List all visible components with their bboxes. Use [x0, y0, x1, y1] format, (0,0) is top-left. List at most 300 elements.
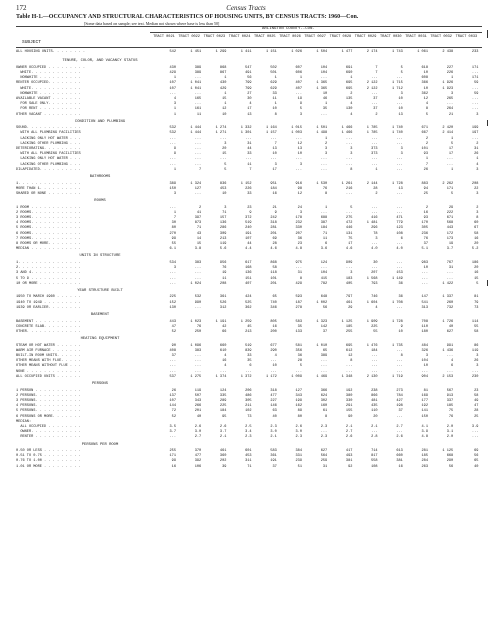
table-row — [16, 113, 484, 118]
table-cell: 383 — [194, 260, 202, 265]
row-label: 1940 TO 1949 . . . . . . . . . — [16, 300, 81, 305]
table-cell: 124 — [320, 260, 328, 265]
table-cell: 429 — [295, 281, 302, 286]
table-cell: 40 — [272, 414, 277, 419]
table-cell: 568 — [446, 221, 454, 226]
row-label: AVAILABLE VACANT . . . . . . . — [16, 96, 81, 101]
table-cell: ... — [320, 210, 328, 215]
table-cell: 1 259 — [240, 319, 252, 324]
table-cell: ... — [371, 136, 378, 141]
table-cell: 3 — [350, 152, 353, 157]
table-cell: 169 — [421, 393, 428, 398]
table-cell: ... — [194, 276, 202, 281]
table-cell: 59 — [474, 91, 479, 96]
table-cell: 101 — [421, 147, 428, 151]
table-cell: 1 — [173, 76, 176, 81]
header-rule-top — [16, 26, 482, 27]
table-cell: 286 — [219, 226, 227, 231]
table-cell: 695 — [345, 343, 353, 348]
table-cell: 191 — [245, 231, 252, 236]
table-cell: 20 — [474, 266, 479, 271]
table-cell: ... — [320, 112, 328, 117]
table-cell: 1 444 — [190, 131, 202, 136]
table-cell: 173 — [446, 236, 454, 241]
table-cell: 607 — [295, 65, 302, 70]
table-cell: 2 — [375, 112, 378, 117]
row-label: OTHER. . . . . . . . . . . . . — [16, 329, 81, 334]
table-cell: 13 — [398, 186, 403, 191]
row-label: 4 PERSONS. . . . . . . . . . . — [16, 404, 81, 409]
row-label: FOR SALE ONLY. . . . . . . . — [16, 102, 81, 107]
table-cell: 2.6 — [345, 435, 353, 440]
tract-heading: TRACT 0030 — [380, 35, 402, 39]
table-cell: 1 332 — [240, 126, 252, 131]
row-label: 1950 TO MARCH 1960 . . . . . . — [16, 295, 81, 300]
table-cell: 3 — [224, 205, 227, 210]
table-cell: 25 — [474, 414, 479, 419]
table-cell: 136 — [245, 271, 252, 276]
table-cell: 356 — [295, 348, 302, 353]
table-cell: 629 — [270, 81, 277, 86]
table-cell: ... — [194, 152, 202, 157]
row-label: NONWHITE . . . . . . . . . . — [16, 76, 81, 81]
table-cell: 2.3 — [320, 424, 328, 429]
table-cell: 242 — [270, 216, 277, 220]
table-cell: 31 — [448, 266, 454, 271]
table-cell: 55 — [171, 242, 176, 246]
table-cell: 617 — [245, 260, 252, 265]
table-cell: 266 — [194, 404, 202, 409]
table-cell: 387 — [320, 221, 328, 226]
table-cell: 3 — [375, 236, 378, 241]
row-label: 5 ROOMS. . . . . . . . . . . . — [16, 226, 81, 231]
table-cell: 4 — [476, 162, 479, 167]
table-cell: ... — [320, 364, 328, 369]
table-cell: ... — [345, 162, 353, 167]
table-cell: 8 — [274, 112, 277, 117]
table-cell: 39 — [222, 464, 227, 469]
row-label: 7 ROOMS. . . . . . . . . . . . — [16, 236, 81, 241]
table-cell: 1 010 — [316, 343, 328, 348]
section-heading: ROOMS — [94, 199, 106, 204]
table-cell: 44 — [247, 147, 252, 151]
table-cell: 93 — [423, 152, 428, 157]
table-cell: 648 — [320, 295, 328, 300]
table-cell: 392 — [194, 459, 202, 464]
table-cell: 92 — [348, 464, 353, 469]
tract-heading: TRACT 0022 — [178, 35, 200, 39]
table-cell: 238 — [371, 388, 378, 393]
table-cell: ... — [371, 369, 378, 374]
table-cell: 207 — [371, 271, 378, 276]
table-cell: 71 — [196, 226, 202, 231]
table-cell: 1 — [325, 102, 328, 107]
table-cell: 2.3 — [320, 435, 328, 440]
row-label: NONE . . . . . . . . . . . . . — [16, 369, 81, 374]
table-cell: 491 — [245, 70, 252, 75]
row-label: WHITE. . . . . . . . . . . . — [16, 70, 81, 75]
table-cell: 71 — [222, 210, 227, 215]
table-cell: 5 — [476, 281, 479, 286]
table-cell: 5 — [400, 70, 403, 75]
table-cell: 668 — [446, 454, 454, 459]
table-cell: 1 476 — [366, 343, 378, 348]
table-cell: 435 — [371, 404, 378, 409]
table-cell: 37 — [423, 242, 428, 246]
table-cell: 372 — [245, 216, 252, 220]
running-head: Census Tracts — [226, 4, 266, 12]
table-cell: ... — [371, 266, 378, 271]
table-cell: 1 735 — [392, 343, 403, 348]
table-cell: 1 — [274, 102, 277, 107]
table-cell: 185 — [345, 324, 353, 329]
table-cell: 146 — [270, 404, 277, 409]
table-cell: 12 — [348, 354, 353, 358]
table-cell: 281 — [270, 226, 277, 231]
table-cell: 2.3 — [270, 424, 277, 429]
table-cell: 408 — [169, 348, 176, 353]
table-cell: 107 — [169, 81, 176, 86]
table-cell: 104 — [320, 70, 328, 75]
table-cell: ... — [169, 205, 176, 210]
table-cell: 3 — [425, 354, 428, 358]
table-cell: 1 743 — [392, 50, 403, 54]
row-label: RENTER OCCUPIED. . . . . . . . — [16, 81, 81, 86]
table-cell: 180 — [421, 329, 428, 334]
table-cell: 389 — [194, 70, 202, 75]
header-rule-bottom — [16, 47, 482, 48]
table-cell: 58 — [474, 393, 479, 398]
table-cell: 502 — [270, 65, 277, 70]
table-cell: 107 — [169, 86, 176, 91]
table-cell: 477 — [270, 393, 277, 398]
table-cell: 171 — [471, 76, 479, 81]
table-cell: 817 — [371, 454, 378, 459]
table-cell: 1 024 — [190, 281, 202, 286]
table-cell: 381 — [396, 459, 403, 464]
table-cell: 206 — [245, 388, 252, 393]
table-cell: 313 — [421, 305, 428, 310]
section-heading: TENURE, COLOR, AND VACANCY STATUS — [62, 59, 138, 64]
table-cell: 1 785 — [366, 126, 378, 131]
table-cell: 405 — [345, 281, 353, 286]
table-cell: ... — [371, 359, 378, 364]
table-cell: 58 — [474, 329, 479, 334]
table-cell: 37 — [322, 329, 328, 334]
table-row — [16, 50, 484, 55]
table-cell: 110 — [371, 409, 378, 414]
table-cell: 10 — [272, 107, 277, 112]
table-cell: 40 — [448, 324, 454, 329]
table-cell: 381 — [345, 459, 353, 464]
table-cell: 2.7 — [345, 430, 353, 435]
table-cell: 4.8 — [295, 247, 302, 252]
table-cell: 56 — [247, 76, 252, 81]
table-cell: 389 — [320, 354, 328, 358]
table-cell: 873 — [194, 221, 202, 226]
table-cell: 153 — [396, 271, 403, 276]
table-cell: 28 — [297, 359, 302, 364]
table-cell: 21 — [272, 205, 277, 210]
table-cell: 2 414 — [442, 131, 454, 136]
table-row — [16, 247, 484, 252]
table-cell: 151 — [245, 276, 252, 281]
table-cell: 211 — [245, 404, 252, 409]
table-cell: 4 — [173, 96, 176, 101]
table-cell: 233 — [471, 50, 479, 54]
table-cell: 171 — [446, 186, 454, 191]
table-cell: ... — [270, 157, 277, 162]
table-cell: 883 — [421, 181, 428, 186]
table-cell: 2.0 — [446, 435, 454, 440]
table-cell: 1 172 — [266, 374, 277, 379]
table-cell: 472 — [345, 221, 353, 226]
table-cell: 330 — [295, 226, 302, 231]
table-cell: 2 — [375, 191, 378, 196]
table-cell: 55 — [474, 324, 479, 329]
table-cell: 3.5 — [169, 424, 176, 429]
table-cell: 8 — [350, 167, 353, 172]
table-cell: ... — [320, 430, 328, 435]
table-cell: 2 — [476, 205, 479, 210]
table-cell: 1 — [425, 157, 428, 162]
table-cell: 3 — [299, 162, 302, 167]
table-cell: ... — [320, 359, 328, 364]
table-cell: 33 — [247, 354, 252, 358]
table-cell: 732 — [446, 305, 454, 310]
table-cell: 19 — [448, 242, 454, 246]
table-cell: 624 — [320, 393, 328, 398]
table-cell: 76 — [196, 324, 202, 329]
table-cell: 4 — [350, 112, 353, 117]
table-cell: 106 — [194, 464, 202, 469]
table-cell: 2 174 — [366, 50, 378, 54]
table-cell: 123 — [396, 226, 403, 231]
table-cell: 362 — [245, 305, 252, 310]
table-cell: 714 — [371, 449, 378, 453]
table-cell: 30 — [373, 260, 378, 265]
table-cell: 10 — [423, 86, 428, 91]
table-cell: 94 — [423, 186, 428, 191]
table-cell: 86 — [474, 343, 479, 348]
table-cell: 383 — [194, 348, 202, 353]
table-cell: 232 — [295, 221, 302, 226]
table-cell: 2 420 — [442, 126, 454, 131]
row-label: MEDIAN: — [16, 419, 32, 424]
table-cell: 160 — [320, 404, 328, 409]
table-cell: 178 — [295, 216, 302, 220]
table-cell: 41 — [196, 210, 202, 215]
row-label: 8 ROOMS OR MORE. . . . . . . . — [16, 242, 81, 246]
table-cell: 805 — [270, 319, 277, 324]
row-label: WITH ALL PLUMBING FACILITIES — [16, 152, 81, 157]
table-cell: ... — [446, 354, 454, 358]
table-cell: 4 — [375, 305, 378, 310]
table-cell: ... — [371, 210, 378, 215]
table-cell: 23 — [474, 388, 479, 393]
margin-mark — [487, 120, 489, 126]
table-cell: 135 — [345, 96, 353, 101]
table-cell: 36 — [297, 354, 302, 358]
table-cell: 330 — [345, 398, 353, 403]
table-cell: 172 — [446, 231, 454, 236]
table-cell: 909 — [345, 260, 353, 265]
table-cell: ... — [371, 205, 378, 210]
table-cell: 481 — [371, 398, 378, 403]
table-cell: 255 — [345, 329, 353, 334]
table-cell: 10 — [398, 329, 403, 334]
table-cell: 868 — [219, 65, 227, 70]
table-cell: ... — [169, 136, 176, 141]
table-cell: 660 — [396, 454, 403, 459]
table-cell: 35 — [297, 324, 302, 329]
table-cell: 60 — [474, 221, 479, 226]
table-cell: 547 — [245, 65, 252, 70]
table-cell: 95 — [222, 414, 227, 419]
table-cell: 296 — [371, 226, 378, 231]
row-label: STEAM OR HOT WATER . . . . . . — [16, 343, 81, 348]
table-cell: 192 — [345, 388, 353, 393]
table-cell: 366 — [421, 81, 428, 86]
table-cell: 627 — [320, 449, 328, 453]
table-cell: 2.1 — [345, 424, 353, 429]
table-row — [16, 330, 484, 335]
table-cell: 5 — [224, 167, 227, 172]
table-cell: 110 — [421, 324, 428, 329]
section-heading: BASEMENT — [90, 313, 110, 317]
row-label: 1939 OR EARLIER. . . . . . . . — [16, 305, 81, 310]
table-cell: 13 — [297, 147, 302, 151]
table-cell: 9 — [274, 210, 277, 215]
table-cell: 98 — [297, 186, 302, 191]
table-cell: 11 — [322, 236, 328, 241]
table-cell: 8 — [299, 276, 302, 281]
table-cell: 484 — [421, 343, 428, 348]
table-cell: 81 — [474, 295, 479, 300]
table-cell: ... — [320, 266, 328, 271]
table-cell: 3 — [299, 112, 302, 117]
table-cell: 3.0 — [295, 430, 302, 435]
table-cell: 8 — [400, 354, 403, 358]
table-cell: 273 — [396, 388, 403, 393]
row-label: LACKING ONLY HOT WATER . . . — [16, 157, 81, 162]
row-label: LACKING OTHER PLUMBING . . . — [16, 141, 81, 146]
table-cell: ... — [194, 359, 202, 364]
tract-heading: TRACT 0028 — [329, 35, 352, 39]
table-cell: 30 — [247, 96, 252, 101]
table-cell: ... — [446, 157, 454, 162]
table-cell: 2.3 — [295, 435, 302, 440]
table-cell: 983 — [421, 260, 428, 265]
table-cell: 1 — [451, 136, 454, 141]
table-cell: 9 — [299, 102, 302, 107]
table-cell: 36 — [398, 281, 403, 286]
table-cell: 366 — [320, 388, 328, 393]
table-cell: 20 — [373, 414, 378, 419]
table-cell: 168 — [245, 266, 252, 271]
table-cell: 975 — [295, 260, 302, 265]
table-cell: 127 — [194, 186, 202, 191]
table-cell: ... — [245, 369, 252, 374]
table-cell: 2.0 — [446, 424, 454, 429]
table-cell: 3 — [400, 147, 403, 151]
table-cell: 868 — [270, 260, 277, 265]
table-cell: 2.1 — [270, 435, 277, 440]
table-cell: ... — [371, 141, 378, 146]
table-cell: 37 — [373, 107, 378, 112]
row-label: DILAPIDATED. . . . . . . . . . — [16, 167, 81, 172]
table-cell: 581 — [295, 343, 302, 348]
table-cell: ... — [295, 369, 302, 374]
table-cell: ... — [169, 281, 176, 286]
table-cell: 58 — [474, 231, 479, 236]
table-cell: 59 — [474, 81, 479, 86]
table-cell: 8 — [425, 107, 428, 112]
table-cell: 225 — [371, 324, 378, 329]
table-cell: 427 — [396, 398, 403, 403]
table-cell: 1 444 — [190, 126, 202, 131]
table-cell: 28 — [373, 186, 378, 191]
table-cell: 3.0 — [270, 430, 277, 435]
table-cell: 667 — [421, 131, 428, 136]
row-label: ALL OCCUPIED . . . . . . . . — [16, 424, 81, 429]
table-cell: 1 477 — [341, 50, 353, 54]
table-cell: 1 504 — [316, 50, 328, 54]
table-cell: 230 — [471, 374, 479, 379]
table-cell: 225 — [169, 295, 176, 300]
table-cell: 1 365 — [316, 86, 328, 91]
table-cell: 17 — [247, 107, 252, 112]
table-cell: 2 262 — [442, 181, 454, 186]
table-cell: ... — [194, 157, 202, 162]
table-cell: 1 003 — [291, 131, 302, 136]
table-cell: 4 — [425, 102, 428, 107]
table-cell: 47 — [171, 324, 176, 329]
table-cell: 1 125 — [442, 449, 454, 453]
table-cell: 990 — [194, 300, 202, 305]
table-cell: ... — [446, 162, 454, 167]
table-cell: 20 — [474, 242, 479, 246]
table-cell: ... — [194, 141, 202, 146]
table-cell: ... — [245, 136, 252, 141]
table-cell: ... — [396, 359, 403, 364]
table-cell: 1 261 — [341, 181, 353, 186]
table-cell: 991 — [446, 343, 454, 348]
table-cell: 1 299 — [215, 50, 227, 54]
table-cell: 90 — [348, 414, 353, 419]
table-cell: 2 130 — [366, 374, 378, 379]
section-heading: BATHROOMS — [89, 175, 111, 179]
table-cell: 558 — [371, 459, 378, 464]
table-cell: 30 — [171, 221, 176, 226]
table-cell: 1 — [375, 167, 378, 172]
table-cell: 11 — [272, 96, 277, 101]
table-cell: 1 — [224, 102, 227, 107]
table-cell: 2.1 — [371, 424, 378, 429]
table-cell: ... — [345, 364, 353, 369]
table-cell: 2 — [199, 205, 202, 210]
table-cell: ... — [471, 136, 479, 141]
table-cell: ... — [270, 369, 277, 374]
table-cell: ... — [371, 430, 378, 435]
table-cell: 19 — [222, 271, 227, 276]
table-cell: 839 — [245, 348, 252, 353]
table-cell: 951 — [270, 181, 277, 186]
table-cell: 150 — [421, 414, 428, 419]
table-cell: 305 — [421, 226, 428, 231]
table-cell: ... — [295, 157, 302, 162]
table-cell: ... — [421, 281, 428, 286]
